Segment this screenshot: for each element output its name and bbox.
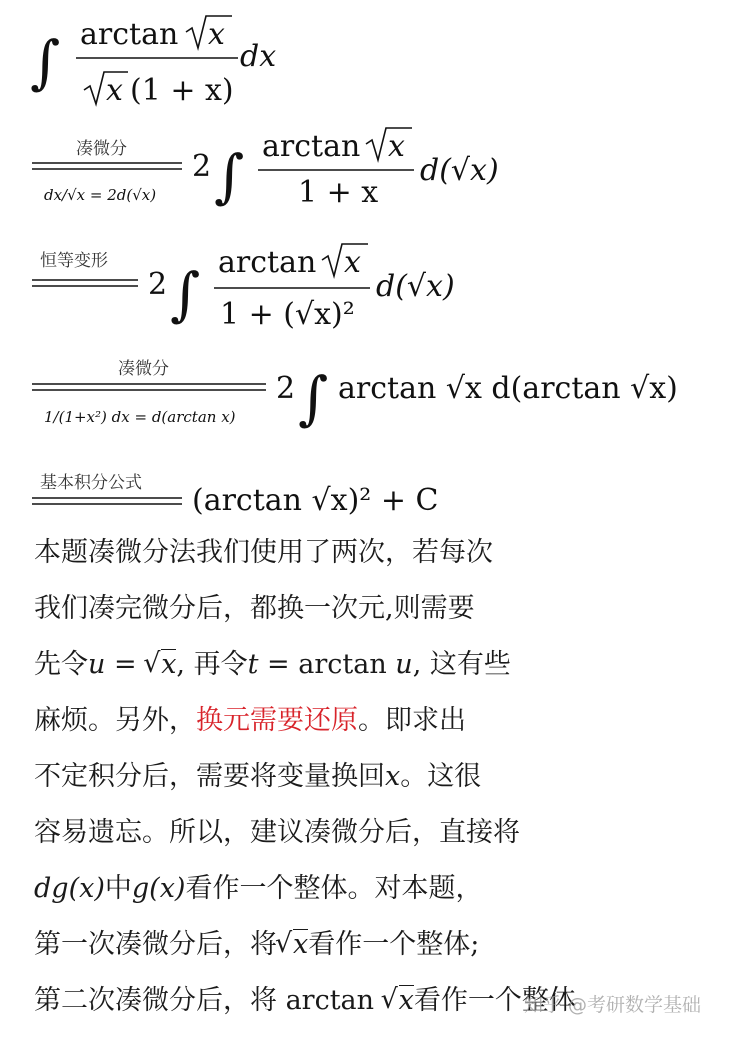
step-1-coefficient: 2 [192,149,212,184]
explanation-line [34,701,734,757]
math-var: x [161,649,177,680]
step-4-label-top: 基本积分公式 [40,473,142,493]
step-3 [32,359,678,432]
math-expression: dg(x) [34,873,105,904]
text-run: 我们凑完微分后，都换一次元,则需要 [34,593,475,624]
text-run: 容易遗忘。所以，建议凑微分后，直接将 [34,817,520,848]
text-run: 本题凑微分法我们使用了两次，若每次 [34,537,493,568]
step-2-numerator-var: x [344,245,361,280]
text-run: 。即求出 [358,705,466,736]
step-2 [32,244,455,332]
integral-sign: ∫ [30,28,61,96]
explanation-line [34,925,734,981]
text-run: 看作一个整体 [413,985,576,1016]
text-run: 先令 [34,649,88,680]
explanation-text [34,533,734,1037]
math-var: u [88,649,106,680]
integral-original [30,16,276,108]
integral-sign: ∫ [170,260,201,328]
step-4 [32,473,438,518]
text-run: 第一次凑微分后，将 [34,929,277,960]
step-1-numerator-var: x [388,129,405,164]
step-1-denominator: 1 + x [298,175,379,210]
math-var: u [395,649,413,680]
step-1-label-top: 凑微分 [76,139,127,159]
integral-sign: ∫ [298,364,329,432]
step-1-numerator: arctan [262,129,361,164]
text-run: = arctan [258,649,396,680]
original-denominator-tail: (1 + x) [130,73,234,108]
explanation-line [34,533,734,589]
step-2-label-top: 恒等变形 [40,251,108,271]
sqrt-expression [383,981,414,1021]
original-differential: dx [240,39,277,74]
step-2-numerator: arctan [218,245,317,280]
step-2-denominator: 1 + (√x)² [220,297,355,332]
math-var: x [293,929,309,960]
sqrt-expression [145,645,176,685]
text-run: 不定积分后，需要将变量换回 [34,761,385,792]
text-run: 第二次凑微分后，将 arctan [34,985,383,1016]
step-3-label-top: 凑微分 [118,359,169,379]
text-run: = [105,649,146,680]
sqrt-expression [277,925,308,965]
math-expression: g(x) [131,873,186,904]
step-2-differential: d(√x) [376,269,455,304]
integral-sign: ∫ [214,142,245,210]
text-run: 。这很 [400,761,482,792]
math-var: t [247,649,259,680]
explanation-line [34,813,734,869]
text-run: , 这有些 [412,649,511,680]
text-run: 看作一个整体; [308,929,480,960]
text-run: 麻烦。另外， [34,705,196,736]
explanation-line [34,589,734,645]
step-3-label-bottom: 1/(1+x²) dx = d(arctan x) [44,408,236,426]
step-1 [32,128,499,210]
step-2-coefficient: 2 [148,267,168,302]
highlighted-text: 换元需要还原 [196,705,358,736]
text-run: , 再令 [176,649,248,680]
step-3-body: arctan √x d(arctan √x) [338,371,678,406]
watermark: 知乎 @考研数学基础 [524,994,702,1016]
step-3-coefficient: 2 [276,371,296,406]
original-denominator-var: x [106,73,123,108]
text-run: 中 [104,873,132,904]
original-numerator: arctan [80,17,179,52]
text-run: 看作一个整体。对本题， [185,873,483,904]
explanation-line [34,869,734,925]
math-var: x [385,761,401,792]
step-4-result: (arctan √x)² + C [192,483,439,518]
explanation-line [34,757,734,813]
step-1-differential: d(√x) [420,153,499,188]
explanation-line [34,645,734,701]
step-1-label-bottom: dx/√x = 2d(√x) [44,186,157,204]
math-var: x [398,985,414,1016]
original-numerator-var: x [208,17,225,52]
